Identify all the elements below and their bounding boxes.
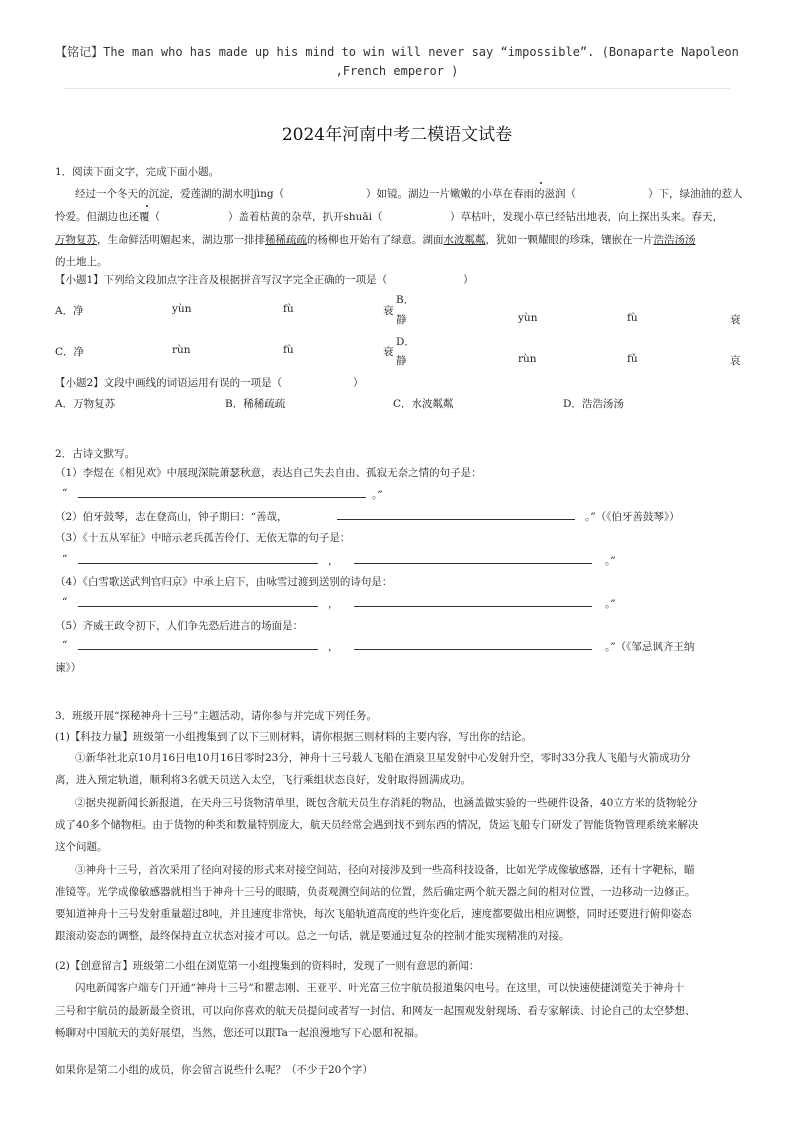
comma: ， (328, 598, 339, 610)
q2-item4: （4）《白雪歌送武判官归京》中承上启下，由咏雪过渡到送别的诗句是： (55, 576, 393, 588)
material-3-line3: 要知道神舟十三号发射重量超过8吨，并且速度非常快，每次飞船轨道高度的些许变化后，速度都要做出相应调整，同时还要进行俯仰姿态 (55, 908, 692, 920)
q3-stem: 3．班级开展“探秘神舟十三号”主题活动，请你参与并完成下列任务。 (55, 710, 377, 722)
sub2-option-a[interactable]: A．万物复苏 (55, 398, 116, 410)
answer-blank[interactable] (354, 563, 592, 564)
option-b-pinyin-2: fù (627, 312, 638, 324)
q1-sub1-question: 【小题1】下列给文段加点字注音及根据拼音写汉字完全正确的一项是（ (55, 274, 388, 286)
sub2-option-d[interactable]: D．浩浩汤汤 (563, 398, 624, 410)
q2-item5-source-cont: 谏》） (55, 662, 82, 674)
quote-open: “ (62, 596, 68, 608)
option-a-pinyin: yùn (172, 303, 192, 315)
option-d-char-2: 哀 (730, 355, 741, 367)
q1-passage-line2-c: ）草枯叶，发现小草已经钻出地表，向上探出头来。春天， (450, 211, 723, 223)
comma: ， (328, 555, 339, 567)
option-c-pinyin: rùn (172, 344, 191, 356)
material-2-line1: ②据央视新闻长新报道，在天舟三号货物清单里，既包含航天员生存消耗的物品，也涵盖做实验的一些硬件设备，40立方米的货物轮分 (75, 797, 698, 809)
answer-blank[interactable] (78, 649, 318, 650)
option-d-pinyin: rùn (518, 353, 537, 365)
answer-blank[interactable] (78, 563, 318, 564)
motto-line-1: 【铭记】The man who has made up his mind to win will never say “impossible”. (Bonaparte Napoleon (55, 45, 739, 59)
q3-part1: (1)【科技力量】班级第一小组搜集到了以下三则材料，请你根据三则材料的主要内容，写出你的结论。 (55, 731, 532, 743)
option-b-label[interactable]: B． (396, 294, 415, 306)
option-c-label[interactable]: C．净 (55, 346, 85, 358)
news-line3: 畅聊对中国航天的美好展望，当然，您还可以跟Ta一起浪漫地写下心愿和祝福。 (55, 1027, 425, 1039)
material-3-line4: 跟滚动姿态的调整，最终保持直立状态对接才可以。总之一句话，就是要通过复杂的控制才能实现精准的对接。 (55, 930, 570, 942)
q1-passage-line2-b: ）盖着枯黄的杂草，扒开shuāi（ (228, 211, 383, 223)
q1-passage-line1-a: 经过一个冬天的沉淀，爱莲湖的湖水明jìng（ (75, 188, 285, 200)
option-d-label[interactable]: D． (396, 336, 415, 348)
sub2-option-c[interactable]: C．水波粼粼 (393, 398, 454, 410)
q2-stem: 2．古诗文默写。 (55, 448, 136, 460)
q2-item1: （1）李煜在《相见欢》中展现深院萧瑟秋意，表达自己失去自由、孤寂无奈之情的句子是： (55, 467, 482, 479)
q3-part2: (2)【创意留言】班级第二小组在浏览第一小组搜集到的资料时，发现了一则有意思的新闻： (55, 960, 480, 972)
quote-open: “ (62, 553, 68, 565)
header-divider (64, 88, 730, 89)
answer-blank[interactable] (337, 519, 575, 520)
emphasis-dot (146, 205, 148, 207)
material-2-line2: 成了40多个储物柜。由于货物的种类和数量特别庞大，航天员经常会遇到找不到东西的情况，货运飞船专门研发了智能货物管理系统来解决 (55, 819, 699, 831)
q2-item5-source: 。”（《邹忌讽齐王纳 (605, 641, 695, 653)
news-line2: 三号和宇航员的最新最全资讯，可以向你喜欢的航天员提问或者写一封信、和网友一起围观发射现场、看专家解读、讨论自己的太空梦想、 (55, 1005, 696, 1017)
underlined-word-4: 浩浩汤汤 (653, 234, 696, 246)
option-a-label[interactable]: A．净 (55, 305, 84, 317)
q2-item2: （2）伯牙鼓琴，志在登高山，钟子期曰：“善哉， (55, 511, 288, 523)
quote-open: “ (62, 487, 68, 499)
q2-item2-source: 。”（《伯牙善鼓琴》） (585, 511, 680, 523)
comma: ， (328, 641, 339, 653)
q1-sub1-paren: ） (463, 274, 474, 286)
answer-blank[interactable] (78, 606, 318, 607)
material-2-line3: 这个问题。 (55, 841, 108, 853)
material-3-line2: 准镜等。光学成像敏感器就相当于神舟十三号的眼睛，负责观测空间站的位置，然后确定两个航天器之间的相对位置，一边移动一边修正。 (55, 886, 696, 898)
option-d-pinyin-2: fǔ (627, 353, 638, 365)
quote-close: 。” (605, 555, 616, 567)
q1-passage-line2-a: 怜爱。但湖边也还覆（ (55, 211, 160, 223)
q1-passage-line1-b: ）如镜。湖边一片嫩嫩的小草在春雨的滋润（ (366, 188, 576, 200)
q3-prompt: 如果你是第二小组的成员，你会留言说些什么呢？（不少于20个字） (55, 1064, 373, 1076)
option-b-pinyin: yùn (518, 312, 538, 324)
answer-blank[interactable] (354, 649, 592, 650)
q1-passage-line4: 的土地上。 (55, 256, 108, 268)
emphasis-dot (540, 182, 542, 184)
option-c-char: 衰 (383, 346, 394, 358)
option-a-pinyin-2: fù (283, 303, 294, 315)
q2-item3: （3）《十五从军征》中暗示老兵孤苦伶仃、无依无靠的句子是： (55, 532, 351, 544)
q1-stem: 1．阅读下面文字，完成下面小题。 (55, 166, 220, 178)
q2-item5: （5）齐威王政令初下，人们争先恐后进言的场面是： (55, 620, 304, 632)
underlined-word-2: 稀稀疏疏 (265, 234, 307, 246)
q1-sub2-paren: ） (353, 377, 364, 389)
option-b-char-2: 衰 (730, 314, 741, 326)
page-title: 2024年河南中考二模语文试卷 (281, 125, 513, 145)
option-a-char: 衰 (383, 305, 394, 317)
material-3-line1: ③神舟十三号，首次采用了径向对接的形式来对接空间站，径向对接涉及到一些高科技设备，比如光学成像敏感器，还有十字靶标，瞄 (75, 864, 695, 876)
option-b-char: 静 (396, 314, 407, 326)
quote-close: 。” (372, 489, 383, 501)
option-c-pinyin-2: fù (283, 344, 294, 356)
q1-sub2-question: 【小题2】文段中画线的词语运用有误的一项是（ (55, 377, 283, 389)
option-d-char: 静 (396, 355, 407, 367)
material-1-line2: 离，进入预定轨道，顺利将3名就天员送入太空，飞行乘组状态良好，发射取得圆满成功。 (55, 774, 472, 786)
answer-blank[interactable] (354, 606, 592, 607)
q1-passage-line3: 万物复苏，生命鲜活明媚起来，湖边那一排排稀稀疏疏的杨柳也开始有了绿意。湖面水波粼粼，犹如一颗耀眼的珍珠，镶嵌在一片浩浩汤汤 (55, 234, 696, 246)
material-1-line1: ①新华社北京10月16日电10月16日零时23分，神舟十三号载人飞船在酒泉卫星发射中心发射升空，零时33分我人飞船与火箭成功分 (75, 752, 691, 764)
q1-passage-line1-c: ）下，绿油油的惹人 (648, 188, 743, 200)
answer-blank[interactable] (78, 497, 366, 498)
quote-close: 。” (605, 598, 616, 610)
sub2-option-b[interactable]: B．稀稀疏疏 (225, 398, 286, 410)
news-line1: 闪电新闻客户端专门开通“神舟十三号”和瞿志刚、王亚平、叶光富三位宇航员报道集闪电号。在这里，可以快速使捷浏览关于神舟十 (75, 982, 685, 994)
quote-open: “ (62, 639, 68, 651)
underlined-word-3: 水波粼粼 (443, 234, 486, 246)
motto-line-2: ,French emperor ) (335, 64, 459, 78)
underlined-word-1: 万物复苏 (55, 234, 97, 246)
